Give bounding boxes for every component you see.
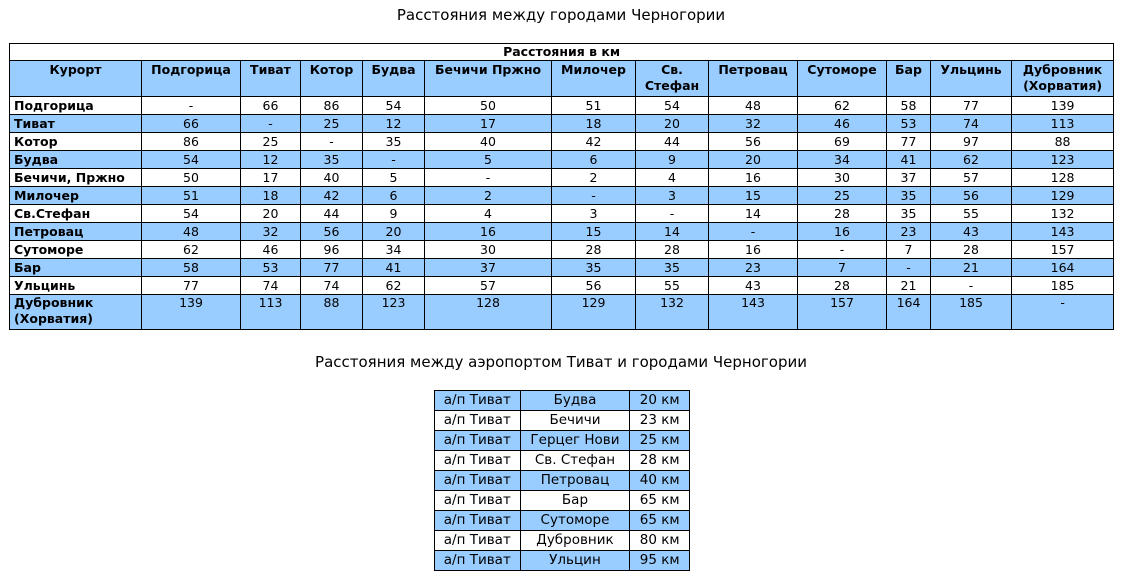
distance-cell: 12 xyxy=(241,151,301,169)
distance-cell: 18 xyxy=(552,115,636,133)
table-row xyxy=(10,205,1114,223)
airport-to-cell: Сутоморе xyxy=(520,511,630,531)
distance-cell: 32 xyxy=(709,115,798,133)
distance-cell: 143 xyxy=(1012,223,1114,241)
table-row xyxy=(10,115,1114,133)
distance-cell: 17 xyxy=(241,169,301,187)
row-city-name: Сутоморе xyxy=(10,241,142,259)
airport-to-cell: Петровац xyxy=(520,471,630,491)
distance-cell: 28 xyxy=(636,241,709,259)
table-row xyxy=(10,241,1114,259)
airport-dist-cell: 28 км xyxy=(630,451,690,471)
distance-cell: 23 xyxy=(887,223,931,241)
distance-cell: - xyxy=(363,151,425,169)
column-header: Милочер xyxy=(552,61,636,97)
distance-cell: 128 xyxy=(1012,169,1114,187)
distance-cell: 40 xyxy=(301,169,363,187)
distance-cell: 58 xyxy=(142,259,241,277)
distance-cell: 57 xyxy=(425,277,552,295)
distance-cell: 58 xyxy=(887,97,931,115)
distance-cell: 16 xyxy=(709,169,798,187)
distance-cell: 5 xyxy=(425,151,552,169)
airport-to-cell: Герцег Нови xyxy=(520,431,630,451)
distance-cell: 66 xyxy=(241,97,301,115)
distance-cell: 56 xyxy=(301,223,363,241)
distance-cell: 48 xyxy=(709,97,798,115)
distance-cell: 143 xyxy=(709,295,798,330)
distance-cell: 4 xyxy=(636,169,709,187)
distance-cell: 23 xyxy=(709,259,798,277)
distance-cell: 2 xyxy=(425,187,552,205)
distance-cell: 28 xyxy=(798,205,887,223)
airport-from-cell: а/п Тиват xyxy=(435,491,521,511)
distance-cell: 113 xyxy=(241,295,301,330)
distance-cell: 62 xyxy=(798,97,887,115)
distance-cell: 32 xyxy=(241,223,301,241)
row-city-name: Бечичи, Пржно xyxy=(10,169,142,187)
distance-cell: 37 xyxy=(887,169,931,187)
column-header: Сутоморе xyxy=(798,61,887,97)
distance-table xyxy=(9,43,1114,330)
distance-cell: 16 xyxy=(798,223,887,241)
table-row xyxy=(10,97,1114,115)
table-row xyxy=(10,295,1114,330)
table-row xyxy=(10,277,1114,295)
distance-cell: - xyxy=(798,241,887,259)
distance-cell: 16 xyxy=(425,223,552,241)
distance-cell: 77 xyxy=(301,259,363,277)
column-header: Петровац xyxy=(709,61,798,97)
airport-to-cell: Будва xyxy=(520,391,630,411)
distance-cell: - xyxy=(1012,295,1114,330)
row-city-name: Дубровник (Хорватия) xyxy=(10,295,142,330)
distance-cell: 41 xyxy=(887,151,931,169)
distance-cell: 14 xyxy=(709,205,798,223)
distance-cell: 2 xyxy=(552,169,636,187)
distance-cell: 62 xyxy=(363,277,425,295)
airport-row xyxy=(435,551,690,571)
distance-cell: 69 xyxy=(798,133,887,151)
airport-dist-cell: 40 км xyxy=(630,471,690,491)
distance-cell: 43 xyxy=(709,277,798,295)
distance-cell: 185 xyxy=(1012,277,1114,295)
row-city-name: Тиват xyxy=(10,115,142,133)
distance-cell: 41 xyxy=(363,259,425,277)
distance-cell: 157 xyxy=(1012,241,1114,259)
airport-dist-cell: 95 км xyxy=(630,551,690,571)
airport-from-cell: а/п Тиват xyxy=(435,431,521,451)
distance-cell: 77 xyxy=(887,133,931,151)
distance-cell: 9 xyxy=(363,205,425,223)
main-title: Расстояния между городами Черногории xyxy=(396,6,726,24)
distance-cell: 30 xyxy=(798,169,887,187)
distance-cell: 43 xyxy=(931,223,1012,241)
distance-cell: 57 xyxy=(931,169,1012,187)
distance-cell: 28 xyxy=(798,277,887,295)
table-row xyxy=(10,223,1114,241)
row-city-name: Бар xyxy=(10,259,142,277)
airport-from-cell: а/п Тиват xyxy=(435,391,521,411)
distance-cell: 3 xyxy=(636,187,709,205)
distance-cell: - xyxy=(241,115,301,133)
column-header: Дубровник (Хорватия) xyxy=(1012,61,1114,97)
distance-cell: 139 xyxy=(1012,97,1114,115)
row-city-name: Петровац xyxy=(10,223,142,241)
column-header: Тиват xyxy=(241,61,301,97)
distance-cell: 54 xyxy=(142,151,241,169)
distance-cell: 25 xyxy=(241,133,301,151)
distance-cell: 46 xyxy=(798,115,887,133)
distance-cell: 20 xyxy=(709,151,798,169)
row-city-name: Милочер xyxy=(10,187,142,205)
distance-cell: 3 xyxy=(552,205,636,223)
airport-dist-cell: 20 км xyxy=(630,391,690,411)
distance-cell: 35 xyxy=(363,133,425,151)
distance-cell: 37 xyxy=(425,259,552,277)
distance-cell: 56 xyxy=(709,133,798,151)
distance-cell: 74 xyxy=(301,277,363,295)
distance-cell: 20 xyxy=(363,223,425,241)
column-header: Подгорица xyxy=(142,61,241,97)
airport-from-cell: а/п Тиват xyxy=(435,471,521,491)
distance-cell: 6 xyxy=(552,151,636,169)
distance-cell: - xyxy=(425,169,552,187)
airport-table xyxy=(434,390,690,571)
row-city-name: Котор xyxy=(10,133,142,151)
airport-dist-cell: 25 км xyxy=(630,431,690,451)
distance-cell: 123 xyxy=(1012,151,1114,169)
distance-cell: 34 xyxy=(798,151,887,169)
airport-from-cell: а/п Тиват xyxy=(435,511,521,531)
distance-cell: 128 xyxy=(425,295,552,330)
distance-cell: 55 xyxy=(931,205,1012,223)
distance-cell: 35 xyxy=(887,205,931,223)
distance-table-caption: Расстояния в км xyxy=(10,44,1114,61)
distance-cell: 51 xyxy=(552,97,636,115)
distance-cell: 7 xyxy=(887,241,931,259)
distance-cell: 44 xyxy=(636,133,709,151)
distance-cell: 30 xyxy=(425,241,552,259)
column-header: Бар xyxy=(887,61,931,97)
airport-row xyxy=(435,511,690,531)
distance-cell: 12 xyxy=(363,115,425,133)
distance-cell: 16 xyxy=(709,241,798,259)
row-city-name: Св.Стефан xyxy=(10,205,142,223)
distance-cell: 15 xyxy=(552,223,636,241)
distance-cell: 28 xyxy=(552,241,636,259)
airport-dist-cell: 65 км xyxy=(630,511,690,531)
distance-cell: 21 xyxy=(931,259,1012,277)
distance-cell: 96 xyxy=(301,241,363,259)
distance-cell: 28 xyxy=(931,241,1012,259)
distance-cell: 54 xyxy=(142,205,241,223)
distance-cell: 97 xyxy=(931,133,1012,151)
distance-cell: 42 xyxy=(552,133,636,151)
airport-to-cell: Св. Стефан xyxy=(520,451,630,471)
distance-cell: 132 xyxy=(1012,205,1114,223)
airport-row xyxy=(435,451,690,471)
distance-cell: 9 xyxy=(636,151,709,169)
airport-to-cell: Бечичи xyxy=(520,411,630,431)
table-row xyxy=(10,151,1114,169)
airport-from-cell: а/п Тиват xyxy=(435,451,521,471)
distance-cell: 88 xyxy=(1012,133,1114,151)
distance-cell: 164 xyxy=(887,295,931,330)
distance-cell: 56 xyxy=(931,187,1012,205)
airport-from-cell: а/п Тиват xyxy=(435,531,521,551)
airport-title: Расстояния между аэропортом Тиват и городами Черногории xyxy=(315,353,807,371)
distance-cell: 86 xyxy=(301,97,363,115)
distance-cell: 20 xyxy=(241,205,301,223)
distance-cell: 35 xyxy=(301,151,363,169)
distance-cell: 53 xyxy=(241,259,301,277)
distance-cell: 14 xyxy=(636,223,709,241)
airport-from-cell: а/п Тиват xyxy=(435,551,521,571)
distance-cell: 53 xyxy=(887,115,931,133)
distance-cell: 157 xyxy=(798,295,887,330)
airport-row xyxy=(435,471,690,491)
distance-cell: 123 xyxy=(363,295,425,330)
distance-cell: 6 xyxy=(363,187,425,205)
distance-cell: 48 xyxy=(142,223,241,241)
distance-cell: 54 xyxy=(636,97,709,115)
distance-cell: 35 xyxy=(887,187,931,205)
distance-cell: - xyxy=(931,277,1012,295)
distance-cell: 35 xyxy=(636,259,709,277)
table-row xyxy=(10,133,1114,151)
airport-from-cell: а/п Тиват xyxy=(435,411,521,431)
table-row xyxy=(10,169,1114,187)
column-header: Будва xyxy=(363,61,425,97)
column-header: Св. Стефан xyxy=(636,61,709,97)
distance-cell: 55 xyxy=(636,277,709,295)
distance-cell: 18 xyxy=(241,187,301,205)
distance-cell: 5 xyxy=(363,169,425,187)
table-row xyxy=(10,259,1114,277)
column-header: Ульцинь xyxy=(931,61,1012,97)
airport-dist-cell: 80 км xyxy=(630,531,690,551)
row-city-name: Подгорица xyxy=(10,97,142,115)
airport-dist-cell: 23 км xyxy=(630,411,690,431)
distance-cell: 51 xyxy=(142,187,241,205)
airport-row xyxy=(435,411,690,431)
table-row xyxy=(10,187,1114,205)
distance-cell: 15 xyxy=(709,187,798,205)
airport-row xyxy=(435,531,690,551)
distance-cell: 74 xyxy=(931,115,1012,133)
column-header: Курорт xyxy=(10,61,142,97)
distance-cell: 139 xyxy=(142,295,241,330)
distance-cell: 50 xyxy=(425,97,552,115)
distance-cell: 21 xyxy=(887,277,931,295)
distance-cell: 113 xyxy=(1012,115,1114,133)
distance-cell: 132 xyxy=(636,295,709,330)
distance-cell: 66 xyxy=(142,115,241,133)
distance-cell: 25 xyxy=(798,187,887,205)
distance-cell: 35 xyxy=(552,259,636,277)
distance-cell: 77 xyxy=(931,97,1012,115)
airport-row xyxy=(435,431,690,451)
distance-cell: 185 xyxy=(931,295,1012,330)
distance-cell: 74 xyxy=(241,277,301,295)
distance-cell: 34 xyxy=(363,241,425,259)
distance-cell: 50 xyxy=(142,169,241,187)
distance-cell: 62 xyxy=(931,151,1012,169)
distance-cell: 129 xyxy=(552,295,636,330)
distance-cell: 44 xyxy=(301,205,363,223)
distance-cell: 62 xyxy=(142,241,241,259)
distance-cell: - xyxy=(142,97,241,115)
distance-cell: 20 xyxy=(636,115,709,133)
airport-to-cell: Ульцин xyxy=(520,551,630,571)
distance-cell: 164 xyxy=(1012,259,1114,277)
distance-cell: 40 xyxy=(425,133,552,151)
distance-cell: 77 xyxy=(142,277,241,295)
airport-row xyxy=(435,491,690,511)
distance-cell: 56 xyxy=(552,277,636,295)
distance-cell: 25 xyxy=(301,115,363,133)
airport-row xyxy=(435,391,690,411)
distance-cell: 17 xyxy=(425,115,552,133)
distance-cell: - xyxy=(301,133,363,151)
column-header: Бечичи Пржно xyxy=(425,61,552,97)
distance-cell: - xyxy=(887,259,931,277)
distance-cell: 88 xyxy=(301,295,363,330)
distance-cell: - xyxy=(636,205,709,223)
distance-cell: - xyxy=(552,187,636,205)
distance-cell: 129 xyxy=(1012,187,1114,205)
column-header: Котор xyxy=(301,61,363,97)
airport-dist-cell: 65 км xyxy=(630,491,690,511)
distance-cell: 42 xyxy=(301,187,363,205)
airport-to-cell: Бар xyxy=(520,491,630,511)
distance-cell: 54 xyxy=(363,97,425,115)
distance-cell: 7 xyxy=(798,259,887,277)
row-city-name: Ульцинь xyxy=(10,277,142,295)
distance-cell: 86 xyxy=(142,133,241,151)
distance-cell: 46 xyxy=(241,241,301,259)
distance-cell: - xyxy=(709,223,798,241)
row-city-name: Будва xyxy=(10,151,142,169)
airport-to-cell: Дубровник xyxy=(520,531,630,551)
distance-cell: 4 xyxy=(425,205,552,223)
